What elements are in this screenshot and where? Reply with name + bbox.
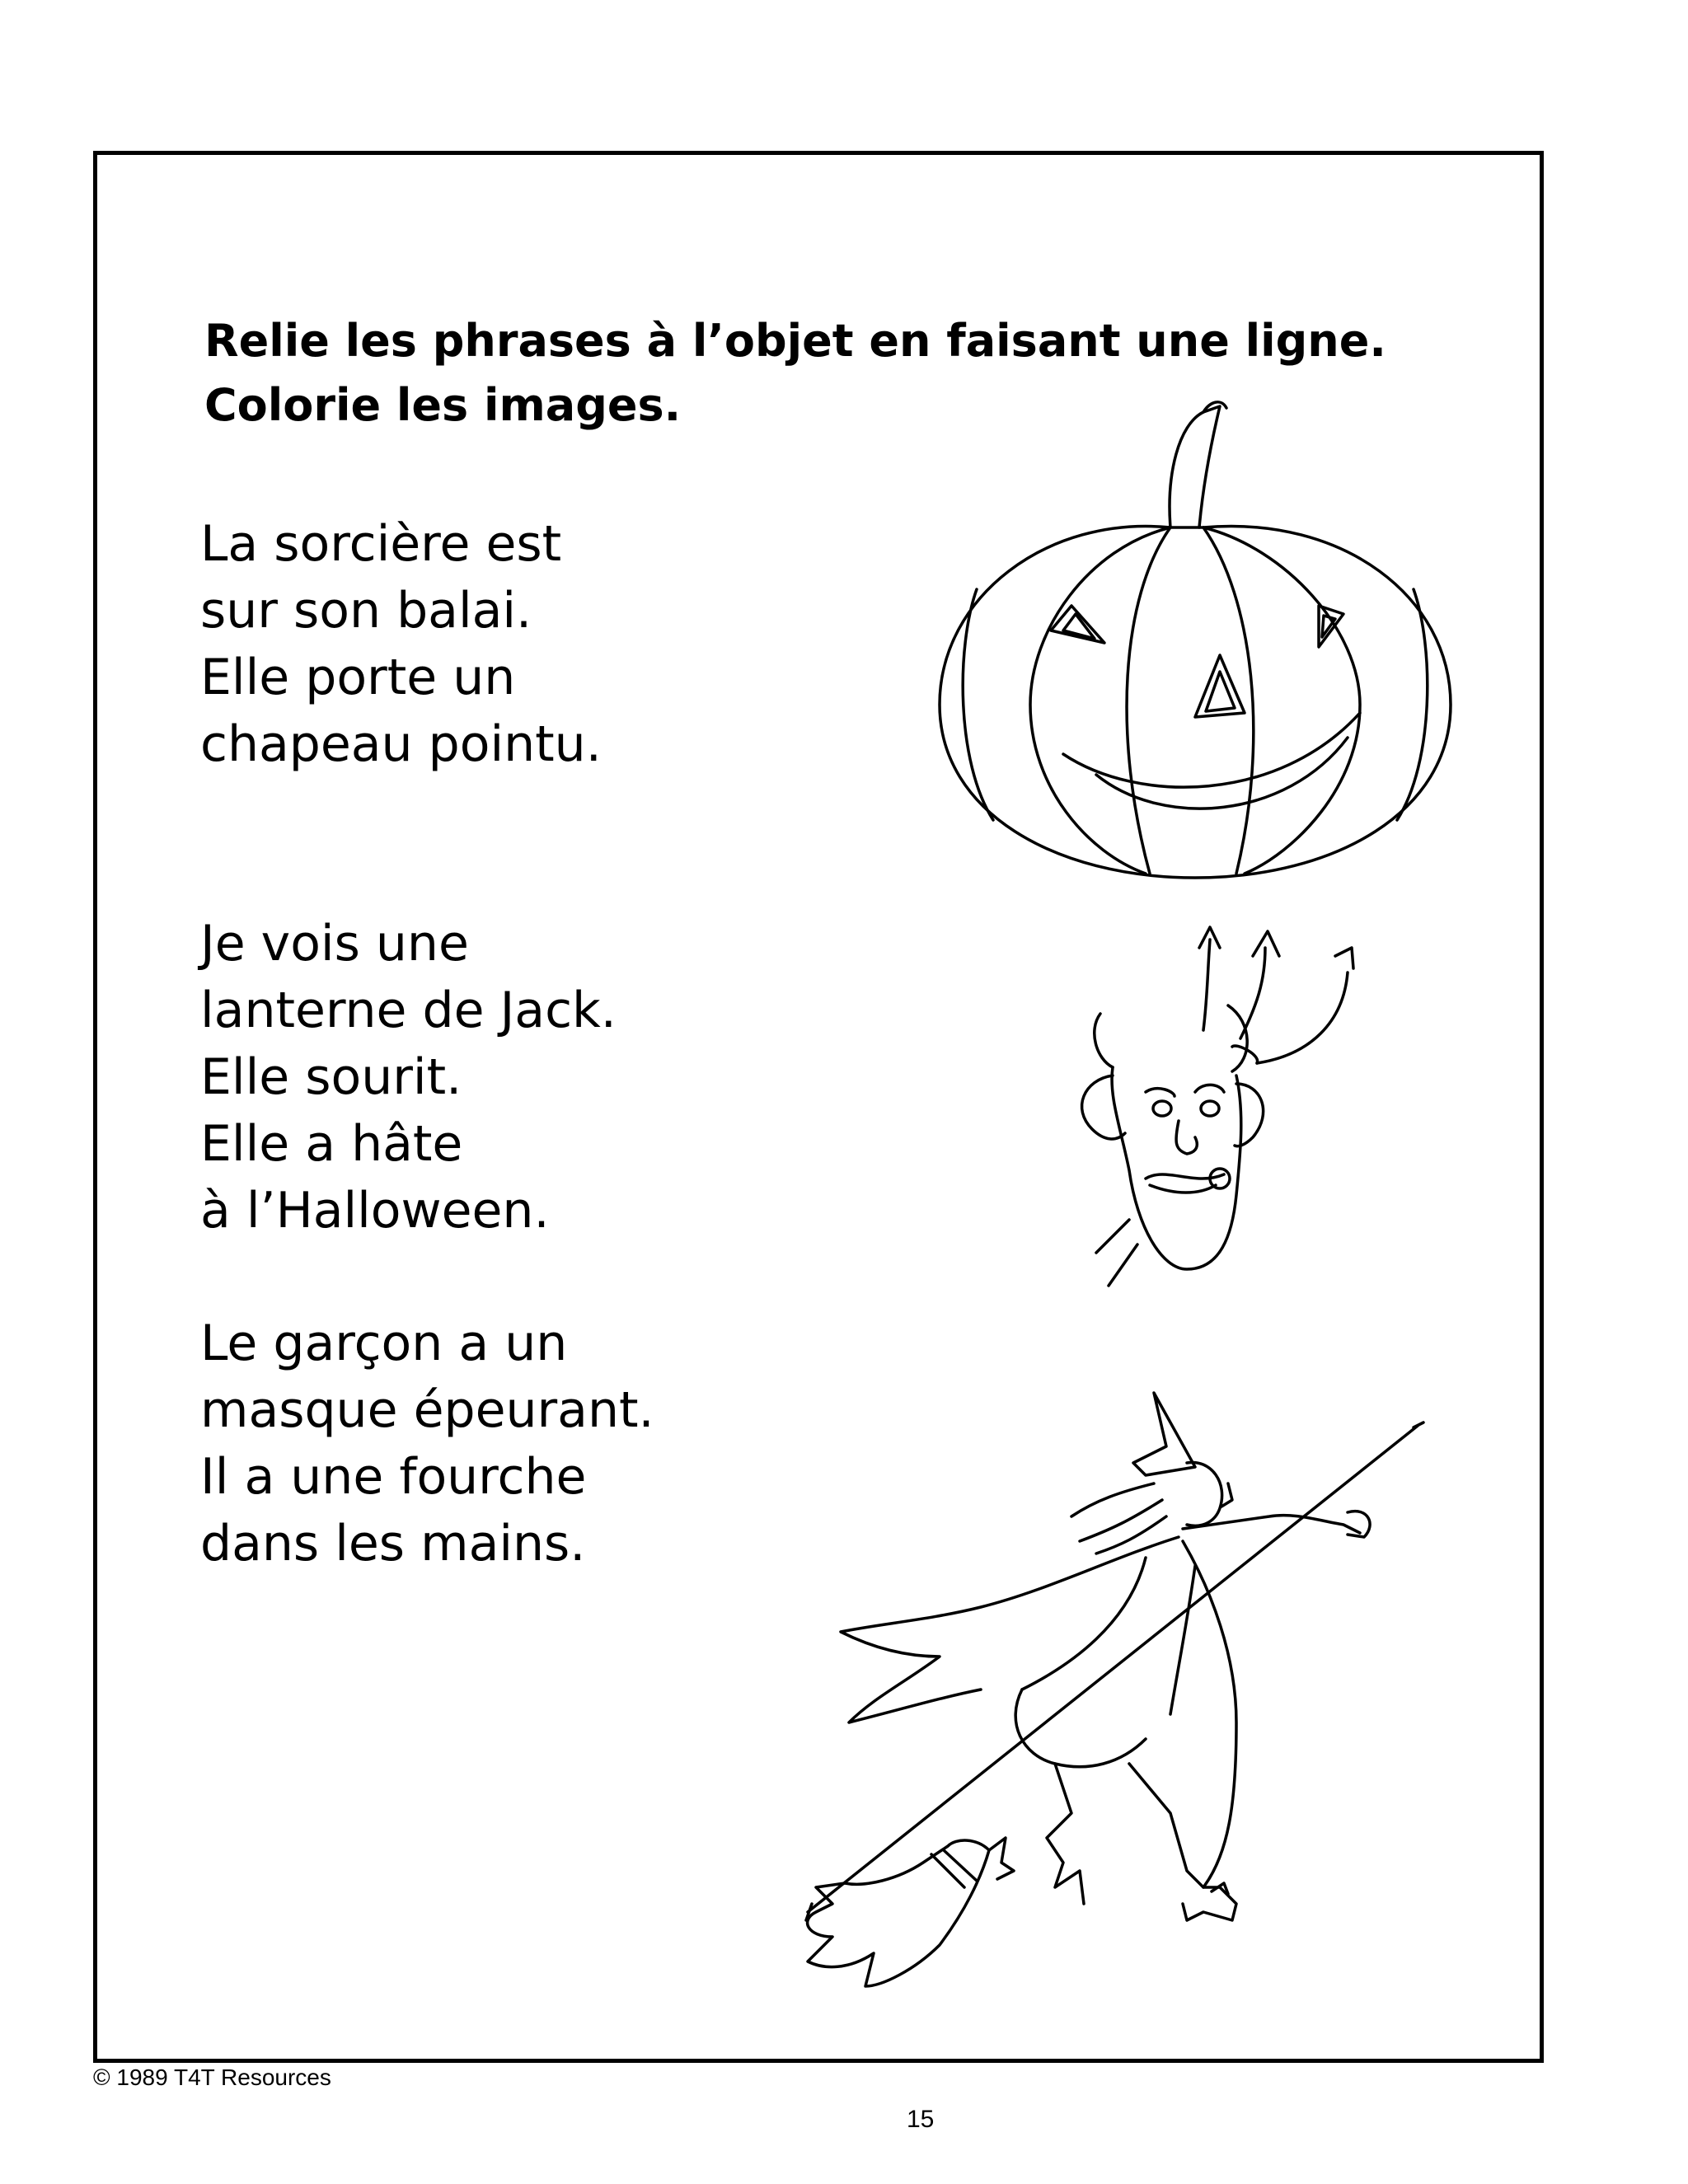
passage-line: lanterne de Jack.	[200, 982, 617, 1039]
passage-line: à l’Halloween.	[200, 1182, 550, 1240]
instruction-line-2: Colorie les images.	[204, 379, 682, 431]
page-number: 15	[907, 2106, 935, 2133]
passage-line: sur son balai.	[200, 582, 532, 640]
passage-line: Le garçon a un	[200, 1315, 568, 1372]
passage-witch	[200, 511, 602, 778]
passage-line: Elle porte un	[200, 649, 516, 706]
passage-jack-o-lantern	[200, 911, 617, 1244]
passage-line: La sorcière est	[200, 515, 562, 573]
instruction-line-1: Relie les phrases à l’objet en faisant une ligne.	[204, 315, 1386, 367]
pumpkin-illustration	[931, 350, 1459, 898]
witch-illustration	[799, 1376, 1459, 2003]
passage-devil-mask	[200, 1310, 654, 1577]
passage-line: Il a une fourche	[200, 1448, 587, 1506]
copyright-notice: © 1989 T4T Resources	[93, 2064, 331, 2090]
passage-line: Je vois une	[200, 915, 469, 972]
passage-line: masque épeurant.	[200, 1381, 654, 1439]
passage-line: dans les mains.	[200, 1515, 586, 1572]
passage-line: chapeau pointu.	[200, 715, 602, 773]
devil-illustration	[1063, 923, 1368, 1319]
passage-line: Elle a hâte	[200, 1115, 463, 1173]
passage-line: Elle sourit.	[200, 1048, 462, 1106]
